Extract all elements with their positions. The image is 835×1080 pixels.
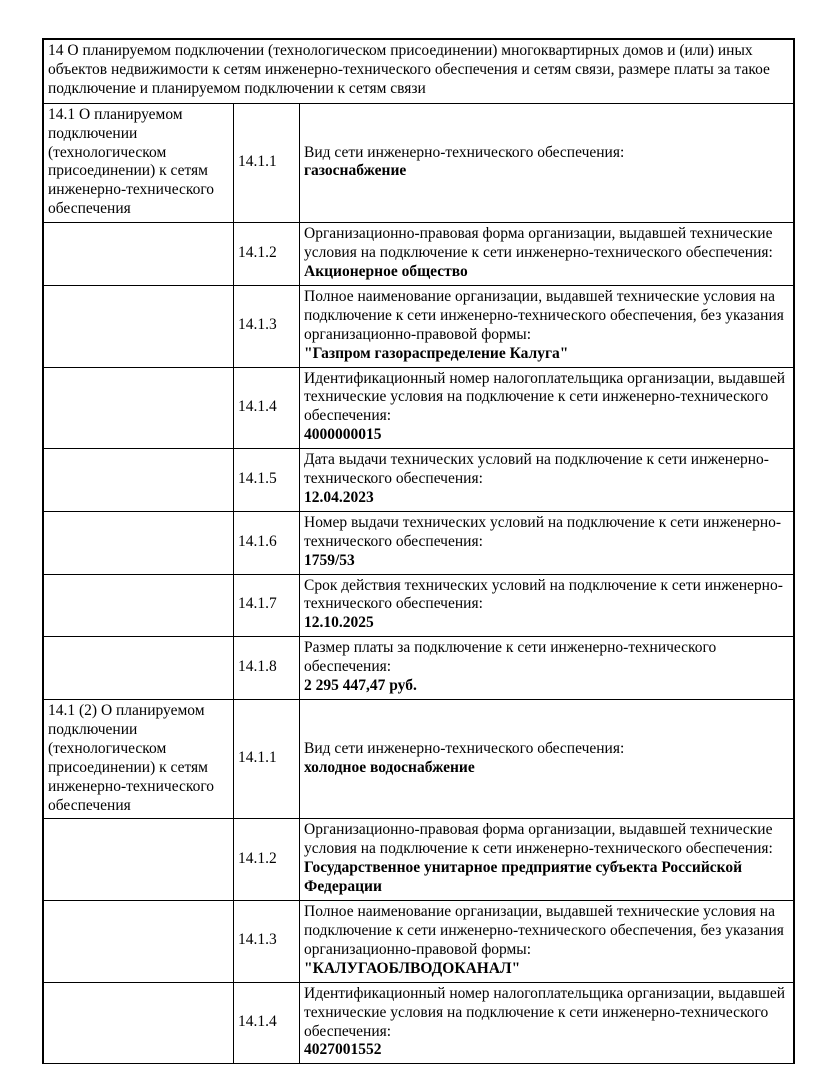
row-label: Идентификационный номер налогоплательщика организации, выдавшей технические условия на подключение к сети инженерно-технического обеспечения: bbox=[304, 369, 786, 425]
row-value: 12.04.2023 bbox=[304, 488, 374, 506]
row-label: Номер выдачи технических условий на подключение к сети инженерно-технического обеспечения: bbox=[304, 513, 782, 550]
row-content bbox=[300, 223, 793, 286]
row-code: 14.1.3 bbox=[234, 901, 300, 983]
row-content bbox=[300, 104, 793, 223]
row-value: 4027001552 bbox=[304, 1041, 382, 1059]
group-title-cell: 14.1 О планируемом подключении (технологическом присоединении) к сетям инженерно-технического обеспечения bbox=[44, 104, 234, 223]
empty-left-cell bbox=[44, 819, 234, 901]
row-code: 14.1.6 bbox=[234, 512, 300, 575]
row-content bbox=[300, 637, 793, 700]
empty-left-cell bbox=[44, 637, 234, 700]
row-code: 14.1.5 bbox=[234, 449, 300, 512]
row-content bbox=[300, 512, 793, 575]
row-label: Размер платы за подключение к сети инженерно-технического обеспечения: bbox=[304, 639, 717, 676]
row-code: 14.1.3 bbox=[234, 286, 300, 368]
row-value: Акционерное общество bbox=[304, 262, 468, 280]
empty-left-cell bbox=[44, 901, 234, 983]
row-code: 14.1.7 bbox=[234, 575, 300, 638]
row-content bbox=[300, 901, 793, 983]
row-label: Вид сети инженерно-технического обеспечения: bbox=[304, 739, 625, 757]
row-code: 14.1.8 bbox=[234, 637, 300, 700]
row-value: газоснабжение bbox=[304, 162, 407, 180]
row-content bbox=[300, 700, 793, 819]
row-value: Государственное унитарное предприятие субъекта Российской Федерации bbox=[304, 859, 743, 896]
section-14-header: 14 О планируемом подключении (технологическом присоединении) многоквартирных домов и (или) иных объектов недвижимости к сетям инженерно-технического обеспечения и сетям связи, размере платы за такое подключение и планируемом подключении к сетям связи bbox=[44, 40, 793, 104]
row-value: 4000000015 bbox=[304, 426, 382, 444]
empty-left-cell bbox=[44, 512, 234, 575]
row-label: Вид сети инженерно-технического обеспечения: bbox=[304, 143, 625, 161]
empty-left-cell bbox=[44, 983, 234, 1065]
row-code: 14.1.4 bbox=[234, 983, 300, 1065]
row-label: Срок действия технических условий на подключение к сети инженерно-технического обеспечения: bbox=[304, 576, 783, 613]
row-code: 14.1.2 bbox=[234, 819, 300, 901]
row-code: 14.1.2 bbox=[234, 223, 300, 286]
group-title-cell: 14.1 (2) О планируемом подключении (технологическом присоединении) к сетям инженерно-технического обеспечения bbox=[44, 700, 234, 819]
row-value: "Газпром газораспределение Калуга" bbox=[304, 344, 569, 362]
row-content bbox=[300, 575, 793, 638]
empty-left-cell bbox=[44, 575, 234, 638]
row-code: 14.1.1 bbox=[234, 700, 300, 819]
empty-left-cell bbox=[44, 449, 234, 512]
row-content bbox=[300, 368, 793, 450]
empty-left-cell bbox=[44, 223, 234, 286]
row-code: 14.1.4 bbox=[234, 368, 300, 450]
row-value: холодное водоснабжение bbox=[304, 758, 475, 776]
disclosure-table bbox=[42, 38, 795, 1064]
row-label: Полное наименование организации, выдавшей технические условия на подключение к сети инженерно-технического обеспечения, без указания организационно-правовой формы: bbox=[304, 903, 784, 958]
row-content bbox=[300, 286, 793, 368]
row-value: "КАЛУГАОБЛВОДОКАНАЛ" bbox=[304, 959, 521, 977]
empty-left-cell bbox=[44, 368, 234, 450]
row-value: 12.10.2025 bbox=[304, 614, 374, 632]
row-content bbox=[300, 449, 793, 512]
row-label: Идентификационный номер налогоплательщика организации, выдавшей технические условия на подключение к сети инженерно-технического обеспечения: bbox=[304, 984, 786, 1040]
row-label: Дата выдачи технических условий на подключение к сети инженерно-технического обеспечения: bbox=[304, 451, 769, 488]
row-code: 14.1.1 bbox=[234, 104, 300, 223]
row-label: Организационно-правовая форма организации, выдавшей технические условия на подключение к сети инженерно-технического обеспечения: bbox=[304, 225, 773, 262]
row-value: 2 295 447,47 руб. bbox=[304, 677, 417, 695]
row-content bbox=[300, 819, 793, 901]
row-label: Организационно-правовая форма организации, выдавшей технические условия на подключение к сети инженерно-технического обеспечения: bbox=[304, 821, 773, 858]
row-value: 1759/53 bbox=[304, 551, 355, 569]
row-label: Полное наименование организации, выдавшей технические условия на подключение к сети инженерно-технического обеспечения, без указания организационно-правовой формы: bbox=[304, 287, 784, 343]
empty-left-cell bbox=[44, 286, 234, 368]
row-content bbox=[300, 983, 793, 1065]
